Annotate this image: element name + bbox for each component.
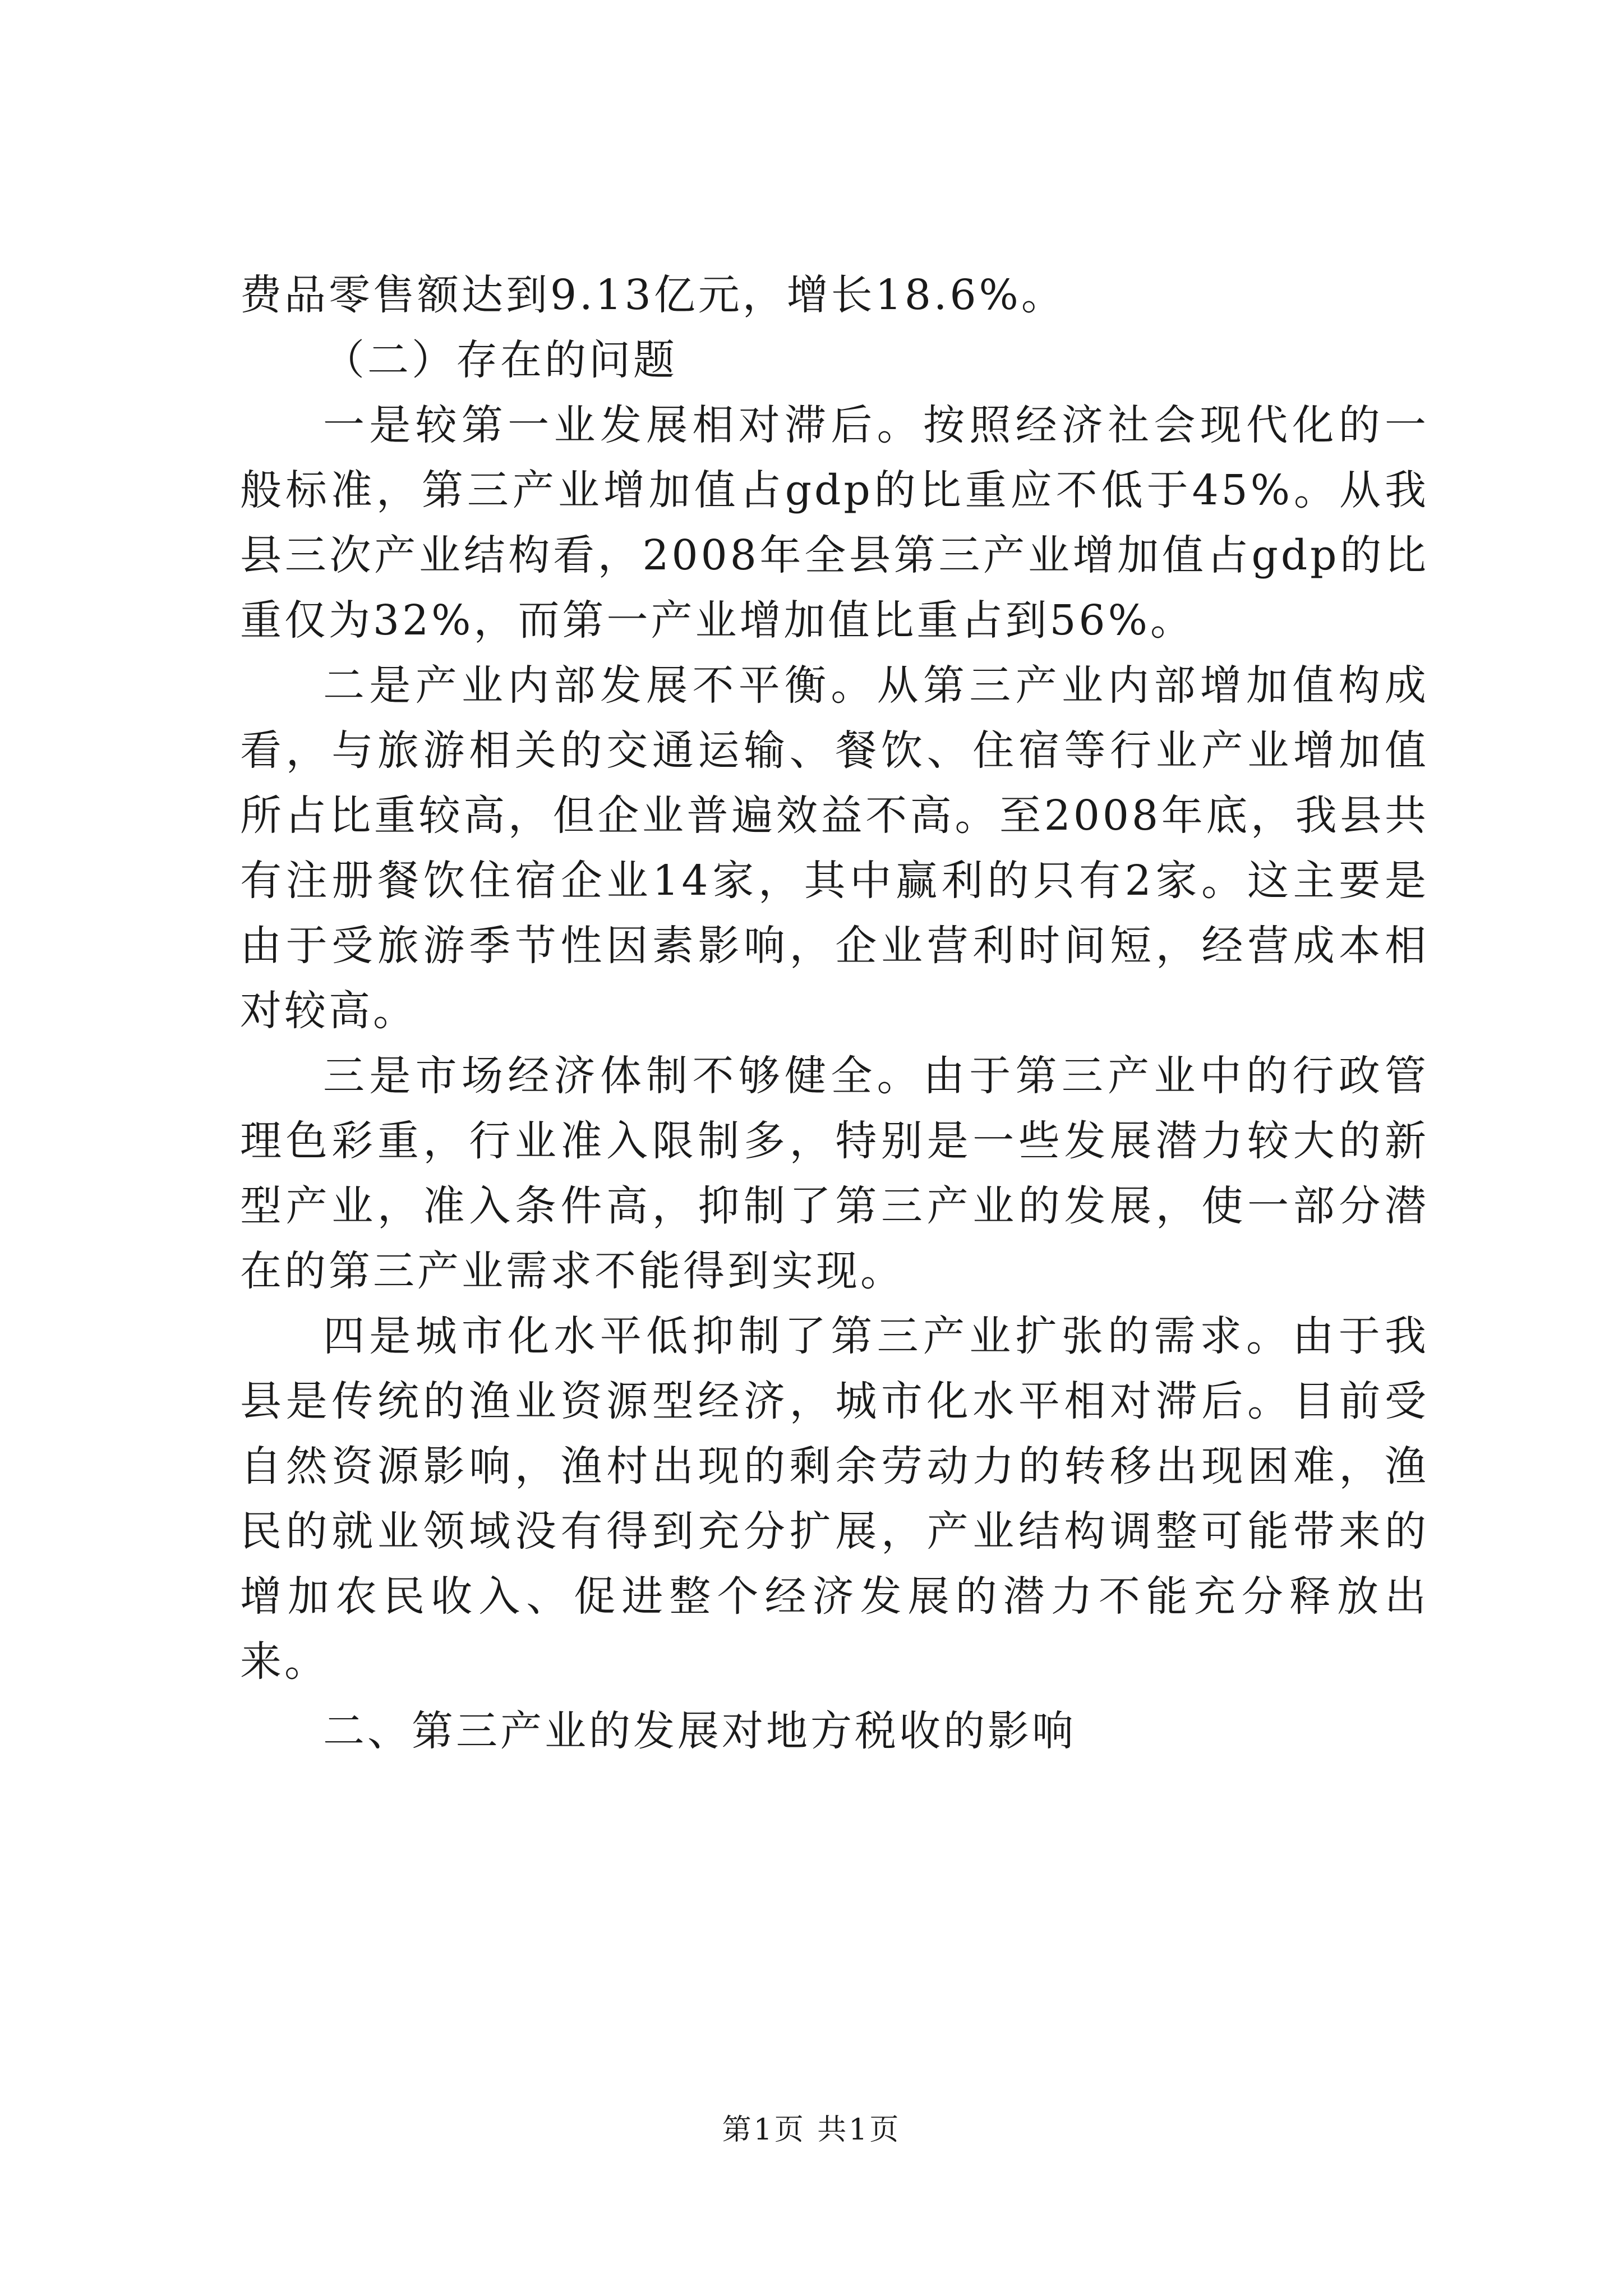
paragraph-problem-three: 三是市场经济体制不够健全。由于第三产业中的行政管理色彩重，行业准入限制多，特别是一些发展潜力较大的新型产业，准入条件高，抑制了第三产业的发展，使一部分潜在的第三产业需求不能得到实现。	[240, 1052, 1429, 1295]
paragraph-problem-four: 四是城市化水平低抑制了第三产业扩张的需求。由于我县是传统的渔业资源型经济，城市化水平相对滞后。目前受自然资源影响，渔村出现的剩余劳动力的转移出现困难，渔民的就业领域没有得到充分扩展，产业结构调整可能带来的增加农民收入、促进整个经济发展的潜力不能充分释放出来。	[240, 1312, 1429, 1686]
paragraph-retail-sales: 费品零售额达到9.13亿元，增长18.6%。	[240, 271, 1066, 319]
paragraph-problem-two: 二是产业内部发展不平衡。从第三产业内部增加值构成看，与旅游相关的交通运输、餐饮、住宿等行业产业增加值所占比重较高，但企业普遍效益不高。至2008年底，我县共有注册餐饮住宿企业14家，其中赢利的只有2家。这主要是由于受旅游季节性因素影响，企业营利时间短，经营成本相对较高。	[240, 661, 1429, 1035]
page-footer: 第1页 共1页	[722, 2113, 901, 2147]
document-body	[240, 263, 1429, 1764]
section-heading-problems: （二）存在的问题	[323, 336, 677, 384]
section-heading-tax-impact: 二、第三产业的发展对地方税收的影响	[323, 1707, 1076, 1755]
paragraph-problem-one: 一是较第一业发展相对滞后。按照经济社会现代化的一般标准，第三产业增加值占gdp的比重应不低于45%。从我县三次产业结构看，2008年全县第三产业增加值占gdp的比重仅为32%，而第一产业增加值比重占到56%。	[240, 401, 1429, 645]
